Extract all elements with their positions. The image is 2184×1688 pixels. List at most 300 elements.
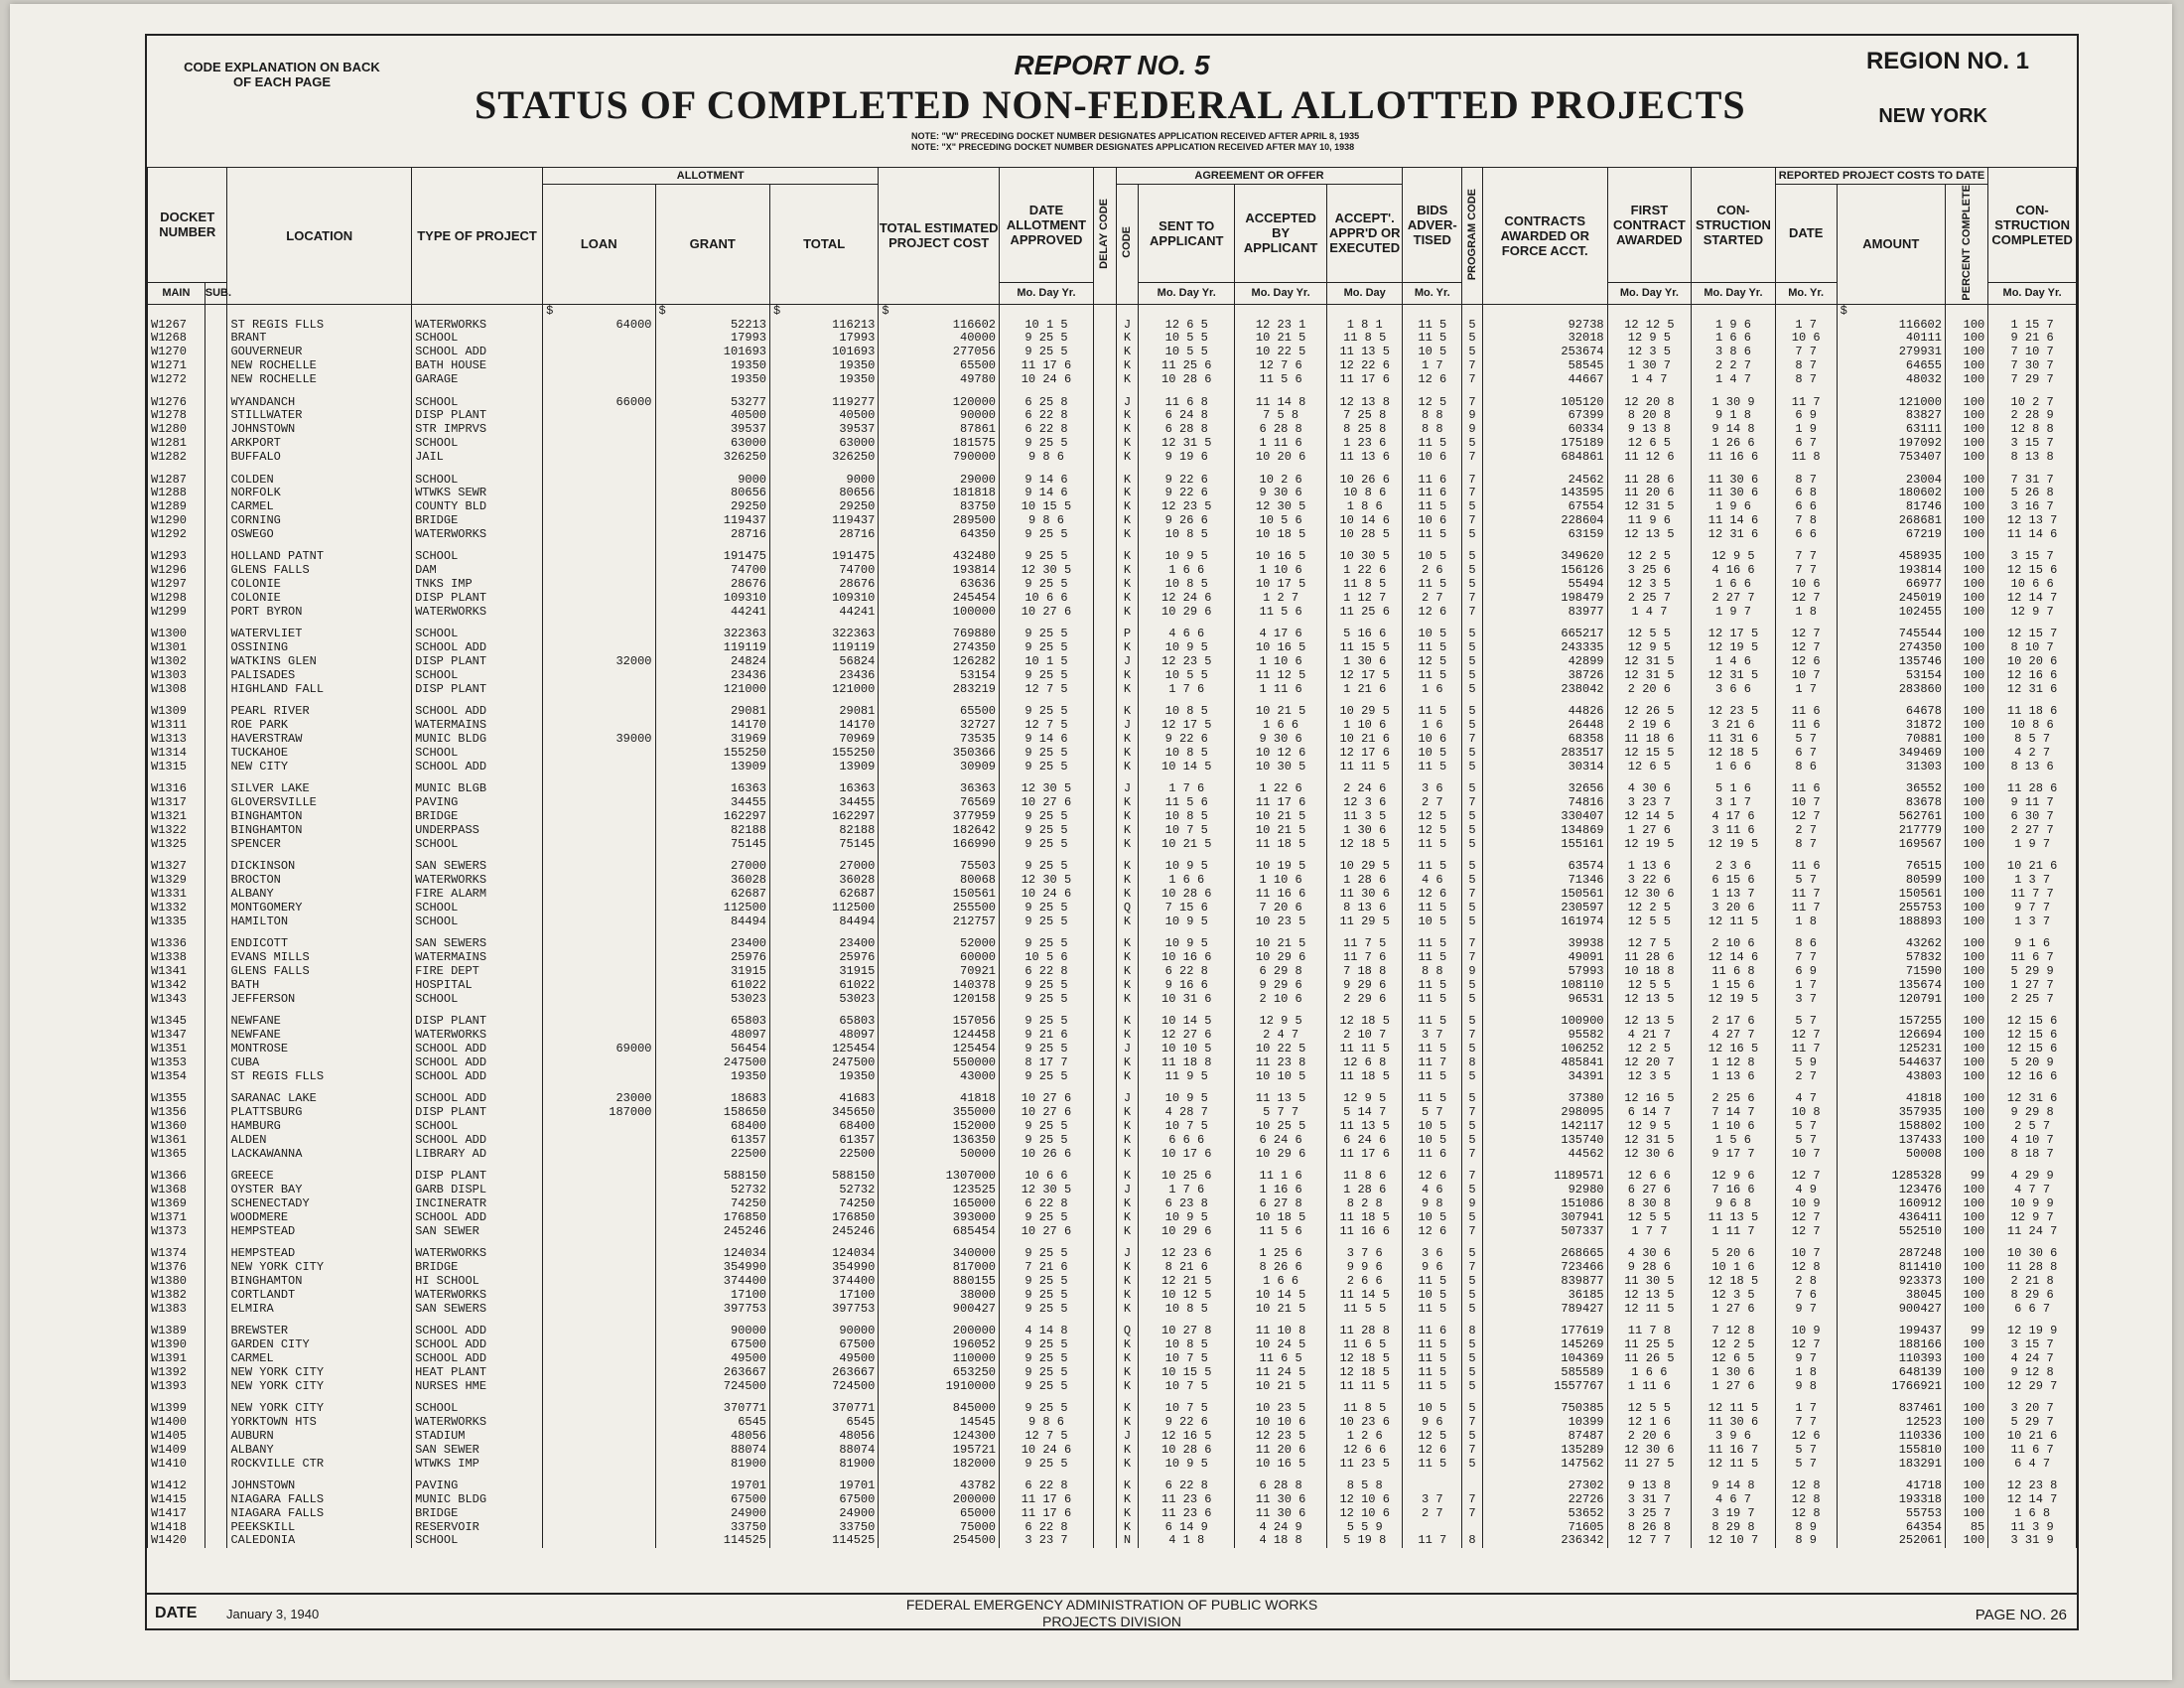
cell-loan xyxy=(543,860,655,874)
cell-allotment-total: 162297 xyxy=(770,810,879,824)
cell-project-type: WTWKS IMP xyxy=(412,1458,543,1472)
cell-docket-main: W1409 xyxy=(148,1444,205,1458)
cell-project-type: JAIL xyxy=(412,451,543,465)
cell-construction-started-date: 1 9 7 xyxy=(1692,606,1776,620)
cell-allotment-total: 29250 xyxy=(770,500,879,514)
cell-accepted-date: 1 10 6 xyxy=(1235,874,1327,888)
cell-completed-date: 4 7 7 xyxy=(1988,1184,2077,1197)
cell-sent-date: 10 7 5 xyxy=(1139,1352,1235,1366)
cell-allotment-total: 88074 xyxy=(770,1444,879,1458)
cell-date-approved: 12 30 5 xyxy=(1000,1184,1094,1197)
cell-docket-main: W1366 xyxy=(148,1170,205,1184)
cell-bids-advertised: 11 5 xyxy=(1403,993,1462,1007)
cell-contract-amount: 268665 xyxy=(1482,1247,1607,1261)
cell-date-approved: 9 25 5 xyxy=(1000,332,1094,346)
cell-program-code: 5 xyxy=(1462,1430,1483,1444)
cell-loan xyxy=(543,1056,655,1070)
cell-docket-sub xyxy=(205,1120,227,1134)
cell-docket-main: W1335 xyxy=(148,915,205,929)
cell-docket-sub xyxy=(205,902,227,915)
cell-docket-main: W1371 xyxy=(148,1211,205,1225)
cell-completed-date: 3 20 7 xyxy=(1988,1402,2077,1416)
cell-project-type: SCHOOL ADD xyxy=(412,1211,543,1225)
cell-docket-main: W1276 xyxy=(148,396,205,410)
cell-contract-amount: 177619 xyxy=(1482,1325,1607,1338)
cell-percent-complete: 100 xyxy=(1945,733,1987,747)
cell-completed-date: 2 28 9 xyxy=(1988,409,2077,423)
cell-location: ROCKVILLE CTR xyxy=(227,1458,412,1472)
cell-docket-main: W1391 xyxy=(148,1352,205,1366)
cell-reported-date: 6 7 xyxy=(1775,437,1837,451)
cell-agreement-code: K xyxy=(1116,1366,1139,1380)
cell-first-contract-date: 9 28 6 xyxy=(1607,1261,1692,1275)
cell-program-code: 5 xyxy=(1462,1184,1483,1197)
cell-docket-sub xyxy=(205,1092,227,1106)
cell-allotment-total: 17100 xyxy=(770,1289,879,1303)
cell-accepted-date: 6 28 8 xyxy=(1235,1479,1327,1493)
cell-grant: 6545 xyxy=(655,1416,770,1430)
cell-project-type: BRIDGE xyxy=(412,810,543,824)
cell-delay-code xyxy=(1093,705,1116,719)
cell-bids-advertised: 10 5 xyxy=(1403,915,1462,929)
cell-sent-date: 10 7 5 xyxy=(1139,1380,1235,1394)
row-gap xyxy=(148,851,2077,860)
cell-estimated-cost: 1910000 xyxy=(879,1380,1000,1394)
cell-program-code: 7 xyxy=(1462,1148,1483,1162)
cell-location: CALEDONIA xyxy=(227,1534,412,1548)
cell-sent-date: 9 26 6 xyxy=(1139,514,1235,528)
cell-date-approved: 3 23 7 xyxy=(1000,1534,1094,1548)
cell-loan xyxy=(543,606,655,620)
page-title: STATUS OF COMPLETED NON-FEDERAL ALLOTTED PROJECTS xyxy=(475,82,1746,127)
cell-location: HEMPSTEAD xyxy=(227,1247,412,1261)
table-row xyxy=(148,564,2077,578)
cell-allotment-total: 74250 xyxy=(770,1197,879,1211)
cell-allotment-total: 155250 xyxy=(770,747,879,761)
cell-reported-amount: 70881 xyxy=(1837,733,1945,747)
cell-program-code: 5 xyxy=(1462,1120,1483,1134)
cell-docket-main: W1315 xyxy=(148,761,205,774)
cell-date-approved: 9 25 5 xyxy=(1000,993,1094,1007)
cell-reported-amount: 71590 xyxy=(1837,965,1945,979)
table-row xyxy=(148,782,2077,796)
cell-reported-amount: 116602 xyxy=(1837,319,1945,333)
cell-allotment-total: 23436 xyxy=(770,669,879,683)
cell-reported-amount: 80599 xyxy=(1837,874,1945,888)
cell-delay-code xyxy=(1093,902,1116,915)
cell-program-code: 5 xyxy=(1462,838,1483,852)
cell-allotment-total: 65803 xyxy=(770,1015,879,1029)
cell-contract-amount: 44826 xyxy=(1482,705,1607,719)
cell-accepted-date: 10 16 5 xyxy=(1235,641,1327,655)
cell-sent-date: 6 6 6 xyxy=(1139,1134,1235,1148)
table-row xyxy=(148,1507,2077,1521)
cell-docket-main: W1418 xyxy=(148,1521,205,1535)
cell-date-approved: 10 6 6 xyxy=(1000,1170,1094,1184)
cell-program-code: 7 xyxy=(1462,1029,1483,1043)
cell-allotment-total: 125454 xyxy=(770,1043,879,1056)
cell-reported-date: 7 8 xyxy=(1775,514,1837,528)
cell-docket-main: W1336 xyxy=(148,937,205,951)
cell-agreement-code: K xyxy=(1116,761,1139,774)
cell-construction-started-date: 1 9 6 xyxy=(1692,319,1776,333)
cell-program-code: 7 xyxy=(1462,1416,1483,1430)
cell-loan xyxy=(543,1211,655,1225)
cell-contract-amount: 253674 xyxy=(1482,346,1607,359)
cell-docket-main: W1289 xyxy=(148,500,205,514)
cell-reported-date: 11 7 xyxy=(1775,1043,1837,1056)
cell-completed-date: 5 29 7 xyxy=(1988,1416,2077,1430)
cell-completed-date: 1 3 7 xyxy=(1988,874,2077,888)
cell-date-approved: 9 14 6 xyxy=(1000,733,1094,747)
cell-docket-sub xyxy=(205,1352,227,1366)
cell-first-contract-date: 2 20 6 xyxy=(1607,1430,1692,1444)
cell-estimated-cost: 196052 xyxy=(879,1338,1000,1352)
cell-docket-main: W1293 xyxy=(148,550,205,564)
cell-project-type: DISP PLANT xyxy=(412,1015,543,1029)
cell-delay-code xyxy=(1093,838,1116,852)
cell-delay-code xyxy=(1093,733,1116,747)
cell-docket-main: W1369 xyxy=(148,1197,205,1211)
cell-reported-amount: 193814 xyxy=(1837,564,1945,578)
cell-accepted-date: 11 17 6 xyxy=(1235,796,1327,810)
cell-grant: 34455 xyxy=(655,796,770,810)
cell-accepted-date: 10 21 5 xyxy=(1235,705,1327,719)
cell-delay-code xyxy=(1093,1225,1116,1239)
cell-docket-sub xyxy=(205,705,227,719)
cell-construction-started-date: 1 4 6 xyxy=(1692,655,1776,669)
cell-allotment-total: 22500 xyxy=(770,1148,879,1162)
cell-date-approved: 6 22 8 xyxy=(1000,965,1094,979)
cell-accepted-date: 10 22 5 xyxy=(1235,346,1327,359)
cell-location: PALISADES xyxy=(227,669,412,683)
cell-allotment-total: 28676 xyxy=(770,578,879,592)
cell-sent-date: 10 8 5 xyxy=(1139,810,1235,824)
cell-reported-date: 8 9 xyxy=(1775,1521,1837,1535)
cell-construction-started-date: 12 19 5 xyxy=(1692,838,1776,852)
cell-docket-main: W1399 xyxy=(148,1402,205,1416)
cell-docket-main: W1405 xyxy=(148,1430,205,1444)
cell-bids-advertised: 11 6 xyxy=(1403,487,1462,500)
cell-docket-sub xyxy=(205,1493,227,1507)
sub-mo-day-yr: Mo. Day Yr. xyxy=(1139,282,1235,304)
cell-reported-amount: 64354 xyxy=(1837,1521,1945,1535)
cell-sent-date: 10 5 5 xyxy=(1139,346,1235,359)
cell-contract-amount: 585589 xyxy=(1482,1366,1607,1380)
cell-grant: 121000 xyxy=(655,683,770,697)
cell-reported-date: 5 7 xyxy=(1775,1120,1837,1134)
cell-accepted-date: 11 13 5 xyxy=(1235,1092,1327,1106)
cell-location: JEFFERSON xyxy=(227,993,412,1007)
cell-delay-code xyxy=(1093,761,1116,774)
cell-reported-amount: 76515 xyxy=(1837,860,1945,874)
col-first-contract: FIRST CONTRACT AWARDED xyxy=(1607,168,1692,283)
cell-accepted-date: 1 11 6 xyxy=(1235,437,1327,451)
cell-docket-sub xyxy=(205,451,227,465)
cell-grant: 374400 xyxy=(655,1275,770,1289)
table-row xyxy=(148,1184,2077,1197)
cell-executed-date: 1 10 6 xyxy=(1327,719,1403,733)
cell-program-code: 8 xyxy=(1462,1325,1483,1338)
table-row xyxy=(148,796,2077,810)
cell-construction-started-date: 12 9 6 xyxy=(1692,1170,1776,1184)
cell-contract-amount: 485841 xyxy=(1482,1056,1607,1070)
cell-docket-main: W1353 xyxy=(148,1056,205,1070)
col-type-of-project: TYPE OF PROJECT xyxy=(412,168,543,305)
cell-executed-date: 11 18 5 xyxy=(1327,1211,1403,1225)
cell-project-type: SCHOOL xyxy=(412,437,543,451)
cell-grant: 52213 xyxy=(655,319,770,333)
cell-project-type: DISP PLANT xyxy=(412,655,543,669)
table-row xyxy=(148,1120,2077,1134)
cell-allotment-total: 23400 xyxy=(770,937,879,951)
table-row xyxy=(148,979,2077,993)
cell-loan xyxy=(543,550,655,564)
cell-project-type: SCHOOL xyxy=(412,993,543,1007)
cell-contract-amount: 10399 xyxy=(1482,1416,1607,1430)
cell-contract-amount: 283517 xyxy=(1482,747,1607,761)
col-location: LOCATION xyxy=(227,168,412,305)
cell-loan xyxy=(543,1134,655,1148)
cell-project-type: SCHOOL ADD xyxy=(412,1325,543,1338)
cell-date-approved: 12 7 5 xyxy=(1000,719,1094,733)
cell-construction-started-date: 12 6 5 xyxy=(1692,1352,1776,1366)
cell-accepted-date: 10 19 5 xyxy=(1235,860,1327,874)
cell-project-type: MUNIC BLDG xyxy=(412,733,543,747)
cell-executed-date: 12 18 5 xyxy=(1327,1366,1403,1380)
cell-executed-date: 12 17 6 xyxy=(1327,747,1403,761)
cell-project-type: WATERWORKS xyxy=(412,319,543,333)
cell-reported-amount: 169567 xyxy=(1837,838,1945,852)
cell-sent-date: 10 8 5 xyxy=(1139,1303,1235,1317)
cell-contract-amount: 95582 xyxy=(1482,1029,1607,1043)
cell-first-contract-date: 11 30 5 xyxy=(1607,1275,1692,1289)
cell-project-type: COUNTY BLD xyxy=(412,500,543,514)
cell-loan xyxy=(543,1225,655,1239)
col-construction-completed: CON- STRUCTION COMPLETED xyxy=(1988,168,2077,283)
cell-loan xyxy=(543,951,655,965)
cell-docket-main: W1313 xyxy=(148,733,205,747)
cell-percent-complete: 100 xyxy=(1945,1056,1987,1070)
col-sent-to-applicant: SENT TO APPLICANT xyxy=(1139,185,1235,283)
cell-estimated-cost: 90000 xyxy=(879,409,1000,423)
cell-reported-amount: 102455 xyxy=(1837,606,1945,620)
cell-estimated-cost: 432480 xyxy=(879,550,1000,564)
col-docket-number: DOCKET NUMBER xyxy=(148,168,227,283)
cell-percent-complete: 100 xyxy=(1945,1247,1987,1261)
cell-agreement-code: K xyxy=(1116,514,1139,528)
cell-location: PEARL RIVER xyxy=(227,705,412,719)
cell-completed-date: 10 8 6 xyxy=(1988,719,2077,733)
cell-contract-amount: 839877 xyxy=(1482,1275,1607,1289)
cell-allotment-total: 36028 xyxy=(770,874,879,888)
table-row xyxy=(148,396,2077,410)
cell-program-code: 5 xyxy=(1462,641,1483,655)
cell-reported-amount: 121000 xyxy=(1837,396,1945,410)
cell-project-type: TNKS IMP xyxy=(412,578,543,592)
cell-first-contract-date: 12 3 5 xyxy=(1607,1070,1692,1084)
cell-loan xyxy=(543,437,655,451)
table-row xyxy=(148,332,2077,346)
cell-docket-main: W1290 xyxy=(148,514,205,528)
cell-location: SARANAC LAKE xyxy=(227,1092,412,1106)
cell-percent-complete: 100 xyxy=(1945,564,1987,578)
cell-reported-amount: 745544 xyxy=(1837,628,1945,641)
cell-agreement-code: K xyxy=(1116,951,1139,965)
cell-construction-started-date: 3 19 7 xyxy=(1692,1507,1776,1521)
cell-completed-date: 10 2 7 xyxy=(1988,396,2077,410)
table-row xyxy=(148,951,2077,965)
cell-construction-started-date: 4 6 7 xyxy=(1692,1493,1776,1507)
cell-docket-sub xyxy=(205,437,227,451)
cell-accepted-date: 12 23 1 xyxy=(1235,319,1327,333)
cell-reported-amount: 12523 xyxy=(1837,1416,1945,1430)
cell-agreement-code: K xyxy=(1116,1458,1139,1472)
cell-bids-advertised: 10 5 xyxy=(1403,1134,1462,1148)
cell-location: HIGHLAND FALL xyxy=(227,683,412,697)
cell-date-approved: 10 27 6 xyxy=(1000,606,1094,620)
cell-sent-date: 10 8 5 xyxy=(1139,747,1235,761)
cell-bids-advertised: 8 8 xyxy=(1403,423,1462,437)
cell-reported-date: 12 7 xyxy=(1775,810,1837,824)
cell-allotment-total: 27000 xyxy=(770,860,879,874)
cell-first-contract-date: 4 30 6 xyxy=(1607,782,1692,796)
row-gap xyxy=(148,1238,2077,1247)
row-gap xyxy=(148,619,2077,628)
cell-bids-advertised: 11 7 xyxy=(1403,1056,1462,1070)
cell-construction-started-date: 12 18 5 xyxy=(1692,747,1776,761)
cell-executed-date: 11 13 5 xyxy=(1327,346,1403,359)
cell-grant: 28716 xyxy=(655,528,770,542)
cell-docket-main: W1390 xyxy=(148,1338,205,1352)
cell-bids-advertised: 12 5 xyxy=(1403,1430,1462,1444)
cell-executed-date: 12 9 5 xyxy=(1327,1092,1403,1106)
cell-first-contract-date: 8 30 8 xyxy=(1607,1197,1692,1211)
cell-reported-date: 5 7 xyxy=(1775,1444,1837,1458)
cell-bids-advertised: 10 5 xyxy=(1403,550,1462,564)
cell-contract-amount: 198479 xyxy=(1482,592,1607,606)
cell-date-approved: 9 25 5 xyxy=(1000,550,1094,564)
cell-estimated-cost: 283219 xyxy=(879,683,1000,697)
cell-delay-code xyxy=(1093,1261,1116,1275)
table-row xyxy=(148,1275,2077,1289)
cell-construction-started-date: 1 4 7 xyxy=(1692,373,1776,387)
cell-allotment-total: 16363 xyxy=(770,782,879,796)
cell-agreement-code: K xyxy=(1116,1479,1139,1493)
cell-date-approved: 9 25 5 xyxy=(1000,1352,1094,1366)
cell-percent-complete: 100 xyxy=(1945,1184,1987,1197)
cell-agreement-code: K xyxy=(1116,346,1139,359)
cell-estimated-cost: 110000 xyxy=(879,1352,1000,1366)
cell-bids-advertised: 12 5 xyxy=(1403,824,1462,838)
cell-docket-sub xyxy=(205,733,227,747)
cell-program-code: 5 xyxy=(1462,747,1483,761)
cell-bids-advertised: 11 7 xyxy=(1403,1534,1462,1548)
cell-program-code: 7 xyxy=(1462,451,1483,465)
cell-date-approved: 9 25 5 xyxy=(1000,705,1094,719)
dollar-sign: $ xyxy=(543,304,655,318)
cell-construction-started-date: 1 27 6 xyxy=(1692,1380,1776,1394)
cell-sent-date: 9 22 6 xyxy=(1139,487,1235,500)
cell-date-approved: 9 25 5 xyxy=(1000,1070,1094,1084)
cell-docket-main: W1271 xyxy=(148,359,205,373)
cell-location: COLONIE xyxy=(227,578,412,592)
table-row xyxy=(148,860,2077,874)
cell-accepted-date: 10 30 5 xyxy=(1235,761,1327,774)
cell-docket-sub xyxy=(205,1444,227,1458)
cell-program-code: 7 xyxy=(1462,1493,1483,1507)
cell-allotment-total: 19350 xyxy=(770,373,879,387)
cell-bids-advertised: 12 6 xyxy=(1403,1225,1462,1239)
cell-loan xyxy=(543,719,655,733)
cell-docket-main: W1380 xyxy=(148,1275,205,1289)
cell-contract-amount: 135740 xyxy=(1482,1134,1607,1148)
cell-accepted-date: 9 30 6 xyxy=(1235,733,1327,747)
cell-contract-amount: 60334 xyxy=(1482,423,1607,437)
cell-allotment-total: 48097 xyxy=(770,1029,879,1043)
cell-first-contract-date: 2 20 6 xyxy=(1607,683,1692,697)
cell-reported-amount: 110393 xyxy=(1837,1352,1945,1366)
cell-reported-date: 7 7 xyxy=(1775,564,1837,578)
cell-docket-main: W1368 xyxy=(148,1184,205,1197)
cell-contract-amount: 74816 xyxy=(1482,796,1607,810)
cell-agreement-code: K xyxy=(1116,1402,1139,1416)
cell-contract-amount: 665217 xyxy=(1482,628,1607,641)
cell-location: NEW CITY xyxy=(227,761,412,774)
cell-reported-date: 1 9 xyxy=(1775,423,1837,437)
table-row xyxy=(148,1430,2077,1444)
cell-delay-code xyxy=(1093,1029,1116,1043)
cell-reported-date: 6 6 xyxy=(1775,528,1837,542)
cell-sent-date: 10 16 6 xyxy=(1139,951,1235,965)
cell-sent-date: 11 9 5 xyxy=(1139,1070,1235,1084)
cell-project-type: SCHOOL ADD xyxy=(412,1056,543,1070)
cell-location: WATKINS GLEN xyxy=(227,655,412,669)
cell-sent-date: 10 5 5 xyxy=(1139,669,1235,683)
cell-reported-date: 10 8 xyxy=(1775,1106,1837,1120)
cell-contract-amount: 68358 xyxy=(1482,733,1607,747)
cell-loan xyxy=(543,669,655,683)
cell-agreement-code: K xyxy=(1116,1521,1139,1535)
cell-construction-started-date: 11 30 6 xyxy=(1692,487,1776,500)
cell-reported-date: 5 7 xyxy=(1775,874,1837,888)
cell-program-code: 5 xyxy=(1462,761,1483,774)
table-row xyxy=(148,1352,2077,1366)
cell-sent-date: 6 24 8 xyxy=(1139,409,1235,423)
cell-bids-advertised: 11 5 xyxy=(1403,1070,1462,1084)
cell-first-contract-date: 12 6 5 xyxy=(1607,437,1692,451)
cell-grant: 74250 xyxy=(655,1197,770,1211)
cell-delay-code xyxy=(1093,1247,1116,1261)
cell-construction-started-date: 1 9 6 xyxy=(1692,500,1776,514)
cell-date-approved: 4 14 8 xyxy=(1000,1325,1094,1338)
cell-grant: 101693 xyxy=(655,346,770,359)
cell-delay-code xyxy=(1093,655,1116,669)
cell-construction-started-date: 12 16 5 xyxy=(1692,1043,1776,1056)
cell-location: GLENS FALLS xyxy=(227,564,412,578)
cell-agreement-code: K xyxy=(1116,1225,1139,1239)
cell-estimated-cost: 120158 xyxy=(879,993,1000,1007)
cell-contract-amount: 108110 xyxy=(1482,979,1607,993)
cell-contract-amount: 684861 xyxy=(1482,451,1607,465)
cell-contract-amount: 143595 xyxy=(1482,487,1607,500)
cell-delay-code xyxy=(1093,951,1116,965)
col-delay-code: DELAY CODE xyxy=(1093,168,1116,305)
cell-delay-code xyxy=(1093,1493,1116,1507)
cell-contract-amount: 63159 xyxy=(1482,528,1607,542)
cell-construction-started-date: 8 29 8 xyxy=(1692,1521,1776,1535)
cell-program-code: 5 xyxy=(1462,810,1483,824)
